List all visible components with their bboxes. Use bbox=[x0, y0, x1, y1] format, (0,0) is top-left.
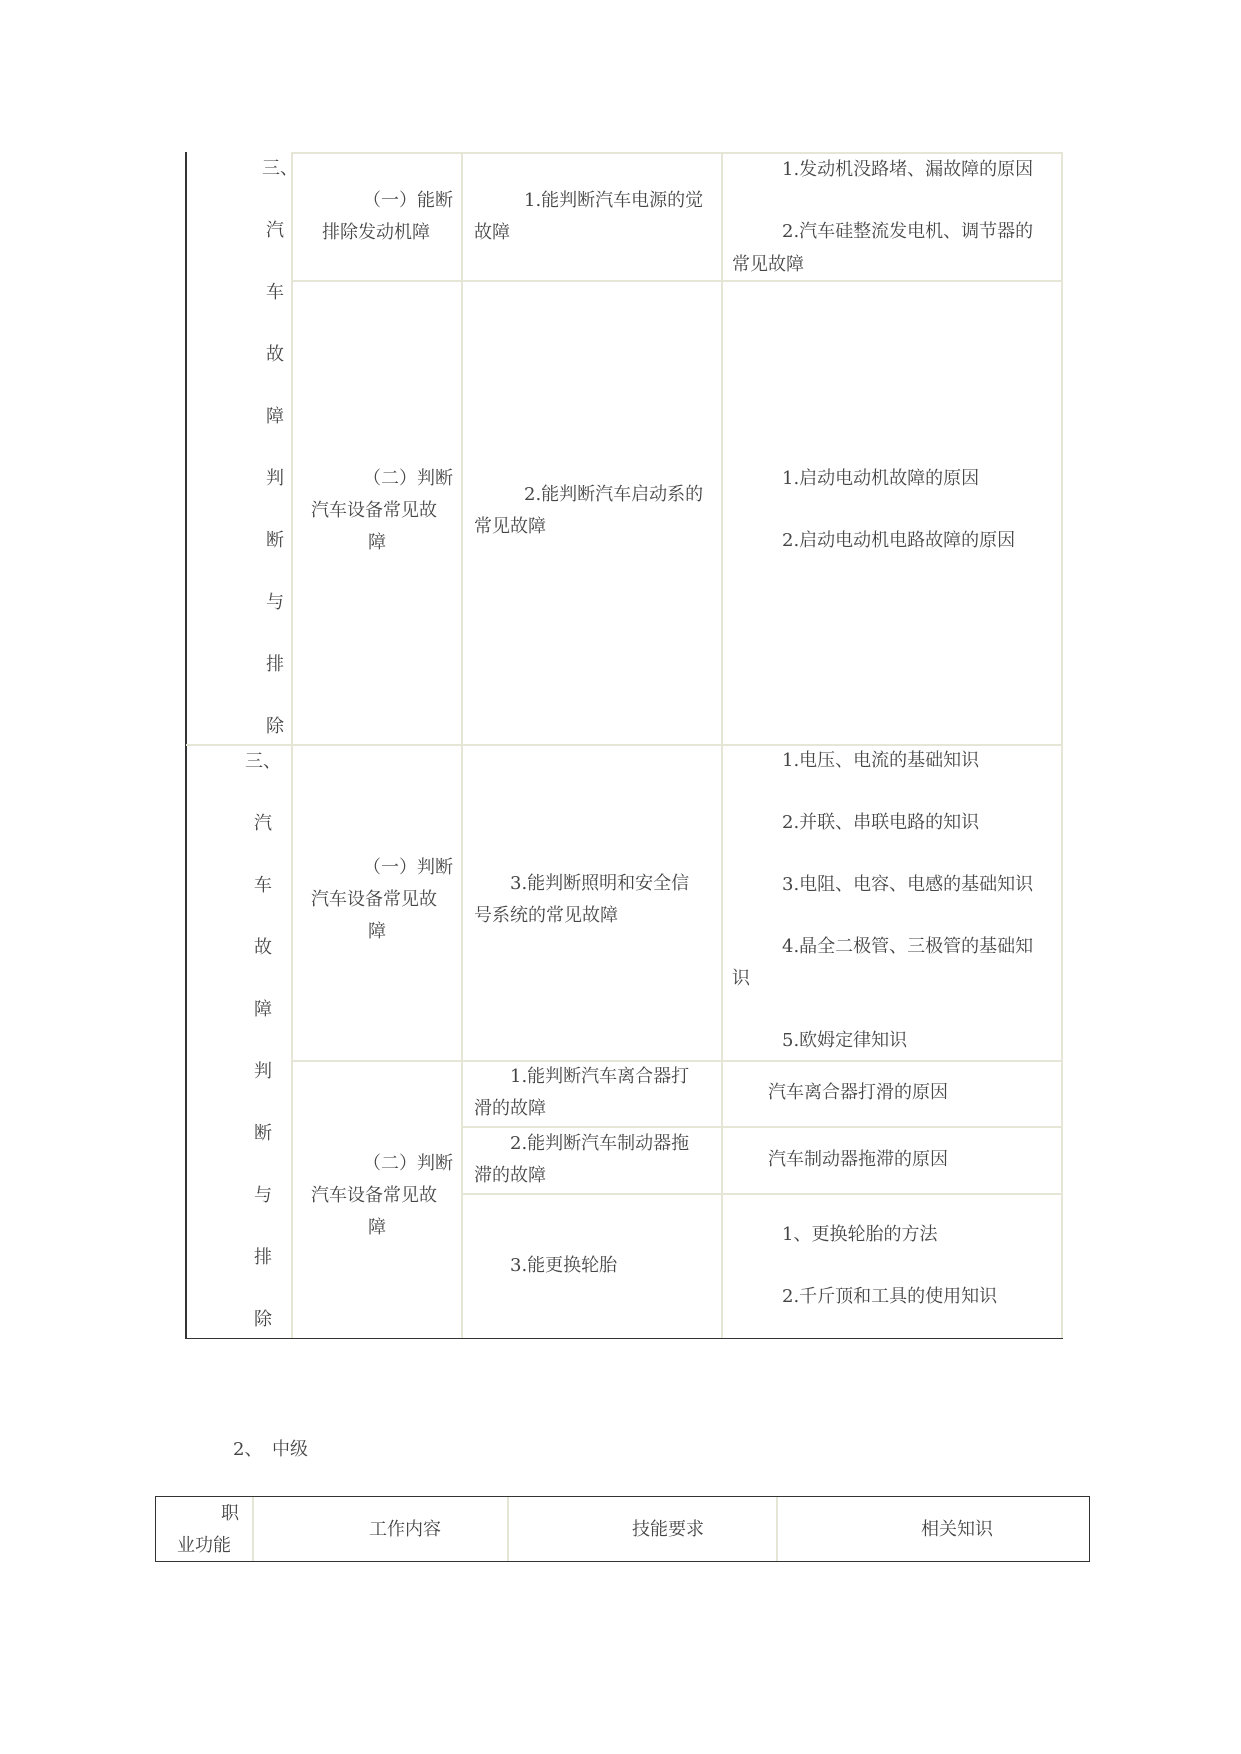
knowledge-cell: 1.启动电动机故障的原因 bbox=[782, 468, 980, 489]
work-content-cell: （一）能断 bbox=[363, 190, 453, 211]
table-grid-line bbox=[461, 1193, 1062, 1195]
knowledge-cell: 1.发动机没路堵、漏故障的原因 bbox=[782, 159, 1034, 180]
header-function-line2: 业功能 bbox=[177, 1535, 231, 1556]
knowledge-cell: 汽车离合器打滑的原因 bbox=[768, 1082, 948, 1103]
function-label-vertical-2: 三、 汽 车 故 障 判 断 与 排 除 bbox=[245, 751, 281, 1330]
skill-cell: 1.能判断汽车电源的觉 bbox=[524, 190, 704, 211]
work-content-cell: 汽车设备常见故 bbox=[311, 889, 437, 910]
work-content-cell: （二）判断 bbox=[363, 468, 453, 489]
knowledge-cell: 4.晶全二极管、三极管的基础知 bbox=[782, 936, 1034, 957]
knowledge-cell: 1、更换轮胎的方法 bbox=[782, 1224, 938, 1245]
knowledge-cell: 2.千斤顶和工具的使用知识 bbox=[782, 1286, 998, 1307]
skill-cell: 滑的故障 bbox=[474, 1098, 546, 1119]
skill-cell: 3.能更换轮胎 bbox=[510, 1255, 618, 1276]
header-function-line1: 职 bbox=[221, 1503, 239, 1524]
work-content-cell: 障 bbox=[368, 1217, 386, 1238]
work-content-cell: 汽车设备常见故 bbox=[311, 500, 437, 521]
table-grid-line bbox=[461, 1126, 1062, 1128]
function-label-vertical-1: 三、 汽 车 故 障 判 断 与 排 除 bbox=[262, 158, 298, 737]
knowledge-cell: 5.欧姆定律知识 bbox=[782, 1030, 908, 1051]
table-grid-line bbox=[291, 280, 1062, 282]
skill-cell: 2.能判断汽车制动器拖 bbox=[510, 1133, 690, 1154]
knowledge-cell: 汽车制动器拖滞的原因 bbox=[768, 1149, 948, 1170]
section-number: 2、 bbox=[233, 1439, 263, 1460]
knowledge-cell: 3.电阻、电容、电感的基础知识 bbox=[782, 874, 1034, 895]
knowledge-cell: 常见故障 bbox=[732, 254, 804, 275]
table-grid-line bbox=[252, 1497, 254, 1561]
skill-cell: 2.能判断汽车启动系的 bbox=[524, 484, 704, 505]
knowledge-cell: 识 bbox=[732, 968, 750, 989]
section-title: 中级 bbox=[272, 1439, 308, 1460]
knowledge-cell: 1.电压、电流的基础知识 bbox=[782, 750, 980, 771]
header-work-content: 工作内容 bbox=[369, 1519, 441, 1540]
header-skill-requirement: 技能要求 bbox=[632, 1519, 704, 1540]
skill-cell: 3.能判断照明和安全信 bbox=[510, 873, 690, 894]
header-related-knowledge: 相关知识 bbox=[921, 1519, 993, 1540]
skill-cell: 滞的故障 bbox=[474, 1165, 546, 1186]
table-grid-line bbox=[507, 1497, 509, 1561]
knowledge-cell: 2.启动电动机电路故障的原因 bbox=[782, 530, 1016, 551]
work-content-cell: （一）判断 bbox=[363, 857, 453, 878]
skill-cell: 故障 bbox=[474, 222, 510, 243]
work-content-cell: 排除发动机障 bbox=[322, 222, 430, 243]
knowledge-cell: 2.并联、串联电路的知识 bbox=[782, 812, 980, 833]
knowledge-cell: 2.汽车硅整流发电机、调节器的 bbox=[782, 221, 1034, 242]
work-content-cell: （二）判断 bbox=[363, 1153, 453, 1174]
work-content-cell: 障 bbox=[368, 921, 386, 942]
skill-cell: 号系统的常见故障 bbox=[474, 905, 618, 926]
skill-cell: 1.能判断汽车离合器打 bbox=[510, 1066, 690, 1087]
table-grid-line bbox=[776, 1497, 778, 1561]
work-content-cell: 障 bbox=[368, 532, 386, 553]
table-grid-line bbox=[291, 152, 1062, 154]
work-content-cell: 汽车设备常见故 bbox=[311, 1185, 437, 1206]
skill-cell: 常见故障 bbox=[474, 516, 546, 537]
